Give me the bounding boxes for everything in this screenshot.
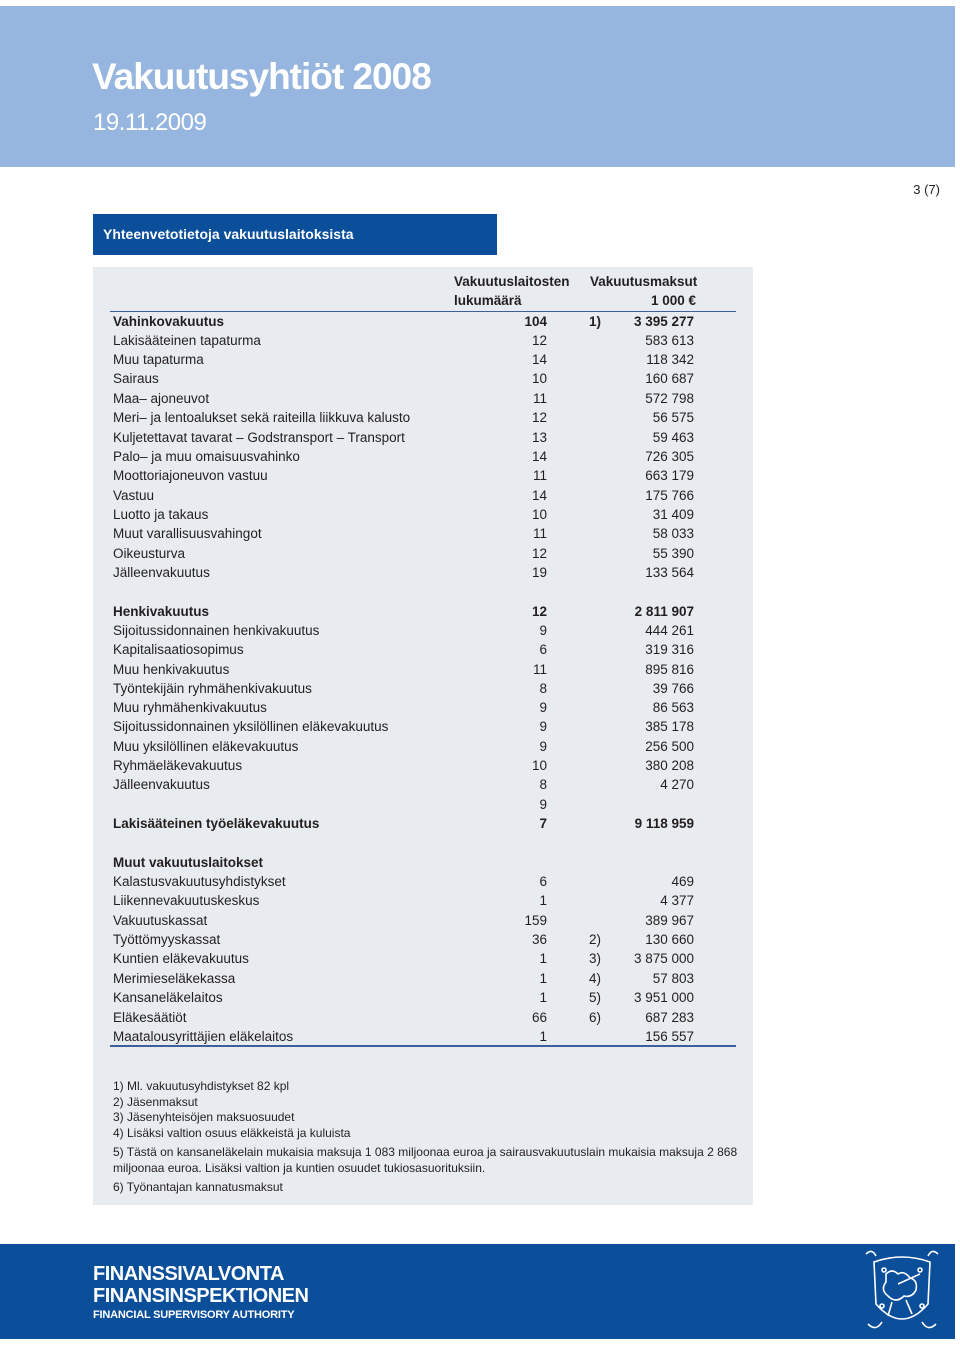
- table-row: [0, 505, 960, 524]
- row-count: 8: [539, 777, 547, 792]
- row-count: 14: [531, 488, 547, 503]
- footnotes: [113, 1079, 738, 1196]
- row-amount: 133 564: [645, 565, 694, 580]
- row-amount: 4 377: [660, 893, 694, 908]
- document-date: 19.11.2009: [93, 109, 207, 136]
- row-count: 9: [539, 719, 547, 734]
- row-label: Henkivakuutus: [113, 604, 210, 619]
- table-row: [0, 428, 960, 447]
- table-row: [0, 660, 960, 679]
- table-row: [0, 717, 960, 736]
- row-label: Muut vakuutuslaitokset: [113, 855, 264, 870]
- lion-coat-of-arms-icon: [862, 1244, 942, 1339]
- logo-line-finnish: FINANSSIVALVONTA: [93, 1263, 284, 1285]
- row-amount: 58 033: [652, 526, 694, 541]
- table-row: [0, 969, 960, 988]
- row-label: Palo– ja muu omaisuusvahinko: [113, 449, 300, 464]
- row-label: Muut varallisuusvahingot: [113, 526, 262, 541]
- row-label: Työttömyyskassat: [113, 932, 221, 947]
- table-row: [0, 756, 960, 775]
- row-count: 11: [532, 662, 547, 677]
- row-count: 104: [524, 314, 547, 329]
- row-count: 10: [531, 371, 547, 386]
- column-header-count-line2: lukumäärä: [454, 293, 522, 308]
- row-note: 5): [589, 990, 602, 1005]
- footnote-3: 3) Jäsenyhteisöjen maksuosuudet: [113, 1110, 295, 1124]
- logo-line-swedish: FINANSINSPEKTIONEN: [93, 1285, 309, 1307]
- row-amount: 86 563: [652, 700, 694, 715]
- row-amount: 583 613: [645, 333, 694, 348]
- table-row: [0, 621, 960, 640]
- row-count: 1: [539, 990, 547, 1005]
- row-amount: 59 463: [652, 430, 694, 445]
- row-count: 13: [531, 430, 547, 445]
- footnote-5: 5) Tästä on kansaneläkelain mukaisia maksuja 1 083 miljoonaa euroa ja sairausvakuutuslain mukaisia maksuja 2 868 miljoonaa euroa. Lisäksi valtion ja kuntien osuudet tukiosasuorituksiin.: [113, 1145, 738, 1175]
- table-row: [0, 640, 960, 659]
- row-amount: 385 178: [645, 719, 694, 734]
- table-row: [0, 775, 960, 794]
- row-label: Oikeusturva: [113, 546, 186, 561]
- row-amount: 380 208: [645, 758, 694, 773]
- row-amount: 687 283: [645, 1010, 694, 1025]
- footnote-2: 2) Jäsenmaksut: [113, 1094, 198, 1109]
- row-count: 9: [539, 623, 547, 638]
- row-label: Muu yksilöllinen eläkevakuutus: [113, 739, 299, 754]
- row-count: 66: [531, 1010, 547, 1025]
- row-count: 36: [531, 932, 547, 947]
- row-label: Kuntien eläkevakuutus: [113, 951, 249, 966]
- table-row: [0, 602, 960, 621]
- row-amount: 663 179: [645, 468, 694, 483]
- row-count: 14: [531, 449, 547, 464]
- row-label: Sijoitussidonnainen henkivakuutus: [113, 623, 320, 638]
- row-amount: 726 305: [645, 449, 694, 464]
- row-amount: 175 766: [645, 488, 694, 503]
- row-amount: 389 967: [645, 913, 694, 928]
- row-label: Jälleenvakuutus: [113, 777, 210, 792]
- row-amount: 3 875 000: [633, 951, 694, 966]
- row-label: Muu tapaturma: [113, 352, 204, 367]
- table-row: [0, 312, 960, 331]
- table-row: [0, 853, 960, 872]
- row-note: 1): [589, 314, 602, 329]
- table-row: [0, 331, 960, 350]
- row-count: 11: [532, 391, 547, 406]
- row-label: Meri– ja lentoalukset sekä raiteilla liikkuva kalusto: [113, 410, 411, 425]
- row-count: 6: [539, 874, 547, 889]
- row-label: Eläkesäätiöt: [113, 1010, 187, 1025]
- row-label: Ryhmäeläkevakuutus: [113, 758, 243, 773]
- row-count: 12: [531, 410, 547, 425]
- table-row: [0, 814, 960, 833]
- row-note: 3): [589, 951, 602, 966]
- row-count: 1: [539, 951, 547, 966]
- row-note: 6): [589, 1010, 602, 1025]
- row-amount: 572 798: [645, 391, 694, 406]
- row-label: Maatalousyrittäjien eläkelaitos: [113, 1029, 294, 1044]
- row-amount: 160 687: [645, 371, 694, 386]
- row-amount: 3 395 277: [633, 314, 694, 329]
- section-title: Yhteenvetotietoja vakuutuslaitoksista: [93, 214, 497, 255]
- row-amount: 4 270: [660, 777, 694, 792]
- row-count: 8: [539, 681, 547, 696]
- row-count: 12: [531, 604, 547, 619]
- row-amount: 9 118 959: [634, 816, 694, 831]
- table-row: [0, 486, 960, 505]
- table-row: [0, 891, 960, 910]
- row-count: 11: [532, 526, 547, 541]
- table-row: [0, 872, 960, 891]
- table-row: [0, 930, 960, 949]
- row-count: 12: [531, 333, 547, 348]
- row-label: Vastuu: [113, 488, 155, 503]
- row-count: 1: [539, 1029, 547, 1044]
- table-row: [0, 911, 960, 930]
- row-label: Kapitalisaatiosopimus: [113, 642, 244, 657]
- footnote-1: 1) Ml. vakuutusyhdistykset 82 kpl: [113, 1079, 290, 1093]
- row-label: Liikennevakuutuskeskus: [113, 893, 260, 908]
- table-row: [0, 988, 960, 1007]
- row-label: Sairaus: [113, 371, 159, 386]
- table-row: [0, 1008, 960, 1027]
- row-label: Lakisääteinen työeläkevakuutus: [113, 816, 320, 831]
- table-row: [0, 350, 960, 369]
- row-amount: 55 390: [652, 546, 694, 561]
- row-count: 9: [539, 739, 547, 754]
- row-label: Merimieseläkekassa: [113, 971, 236, 986]
- row-label: Lakisääteinen tapaturma: [113, 333, 261, 348]
- row-count: 9: [539, 700, 547, 715]
- row-amount: 56 575: [652, 410, 694, 425]
- row-count: 1: [539, 893, 547, 908]
- row-label: Maa– ajoneuvot: [113, 391, 210, 406]
- row-note: 4): [589, 971, 602, 986]
- page-number: 3 (7): [913, 182, 940, 197]
- table-row: [0, 949, 960, 968]
- row-count: 10: [531, 758, 547, 773]
- row-amount: 39 766: [652, 681, 694, 696]
- column-header-premiums-line1: Vakuutusmaksut: [590, 274, 698, 289]
- footnote-4: 4) Lisäksi valtion osuus eläkkeistä ja kuluista: [113, 1125, 351, 1140]
- row-count: 6: [539, 642, 547, 657]
- row-amount: 130 660: [645, 932, 694, 947]
- table-row: [0, 369, 960, 388]
- row-label: Sijoitussidonnainen yksilöllinen eläkevakuutus: [113, 719, 389, 734]
- table-row: [0, 466, 960, 485]
- row-note: 2): [589, 932, 602, 947]
- table-row: [0, 544, 960, 563]
- row-label: Luotto ja takaus: [113, 507, 209, 522]
- row-count: 1: [539, 971, 547, 986]
- table-bottom-rule: [110, 1045, 736, 1047]
- table-row: [0, 389, 960, 408]
- column-header-count-line1: Vakuutuslaitosten: [454, 274, 570, 289]
- row-amount: 156 557: [645, 1029, 694, 1044]
- row-amount: 469: [671, 874, 694, 889]
- row-count: 7: [539, 816, 547, 831]
- table-row: [0, 737, 960, 756]
- row-amount: 895 816: [645, 662, 694, 677]
- row-count: 159: [524, 913, 547, 928]
- row-label: Vahinkovakuutus: [113, 314, 225, 329]
- column-header-premiums-line2: 1 000 €: [650, 293, 696, 308]
- row-label: Moottoriajoneuvon vastuu: [113, 468, 268, 483]
- row-label: Kuljetettavat tavarat – Godstransport – Transport: [113, 430, 405, 445]
- authority-logo: [93, 1263, 308, 1323]
- row-amount: 3 951 000: [633, 990, 694, 1005]
- document-title: Vakuutusyhtiöt 2008: [92, 56, 431, 97]
- row-label: Kansaneläkelaitos: [113, 990, 223, 1005]
- table-row: [0, 795, 960, 814]
- row-amount: 57 803: [652, 971, 694, 986]
- footnote-6: 6) Työnantajan kannatusmaksut: [113, 1180, 283, 1194]
- row-count: 14: [531, 352, 547, 367]
- table-row: [0, 679, 960, 698]
- table-row: [0, 408, 960, 427]
- row-amount: 319 316: [645, 642, 694, 657]
- row-count: 19: [531, 565, 547, 580]
- logo-line-english: FINANCIAL SUPERVISORY AUTHORITY: [93, 1309, 295, 1321]
- row-label: Kalastusvakuutusyhdistykset: [113, 874, 286, 889]
- row-label: Työntekijäin ryhmähenkivakuutus: [113, 681, 312, 696]
- row-label: Jälleenvakuutus: [113, 565, 210, 580]
- row-label: Muu ryhmähenkivakuutus: [113, 700, 267, 715]
- row-count: 10: [531, 507, 547, 522]
- table-row: [0, 524, 960, 543]
- table-row: [0, 1027, 960, 1046]
- row-count: 11: [532, 468, 547, 483]
- table-row: [0, 698, 960, 717]
- row-amount: 444 261: [645, 623, 694, 638]
- table-row: [0, 447, 960, 466]
- row-count: 12: [531, 546, 547, 561]
- row-label: Vakuutuskassat: [113, 913, 208, 928]
- row-amount: 31 409: [652, 507, 694, 522]
- row-amount: 2 811 907: [634, 604, 694, 619]
- row-count: 9: [539, 797, 547, 812]
- table-row: [0, 563, 960, 582]
- row-amount: 118 342: [646, 352, 694, 367]
- row-label: Muu henkivakuutus: [113, 662, 230, 677]
- row-amount: 256 500: [645, 739, 694, 754]
